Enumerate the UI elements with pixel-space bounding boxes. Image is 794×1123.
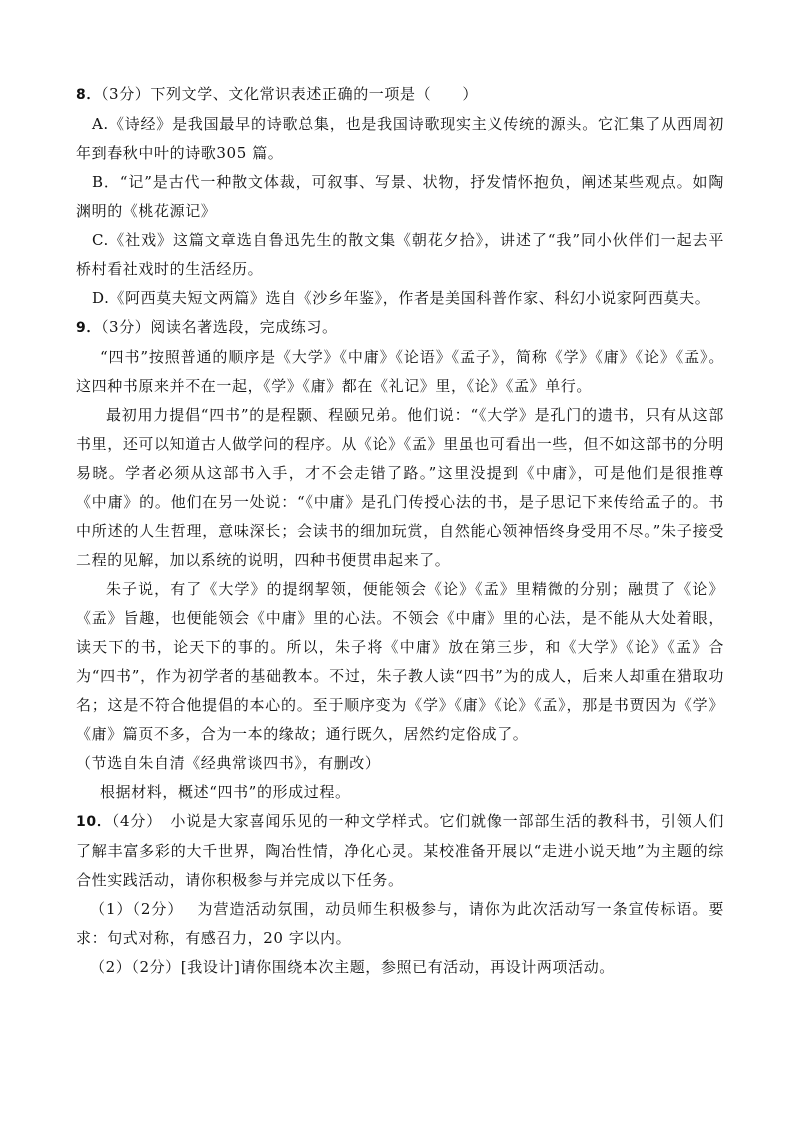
question-8 bbox=[76, 80, 724, 313]
passage-paragraph-2: 最初用力提倡“四书”的是程颢、程颐兄弟。他们说：“《大学》是孔门的遗书，只有从这部书里，还可以知道古人做学问的程序。从《论》《孟》里虽也可看出一些，但不如这部书的分明易晓。学者必须从这部书入手，才不会走错了路。”这里没提到《中庸》，可是他们是很推尊《中庸》的。他们在另一处说：“《中庸》是孔门传授心法的书，是子思记下来传给孟子的。书中所述的人生哲理，意味深长；会读书的细加玩赏，自然能心领神悟终身受用不尽。”朱子接受二程的见解，加以系统的说明，四种书便贯串起来了。 bbox=[76, 406, 724, 569]
question-8-option-b: B．“记”是古代一种散文体裁，可叙事、写景、状物，抒发情怀抱负，阐述某些观点。如陶渊明的《桃花源记》 bbox=[76, 173, 724, 220]
question-9 bbox=[76, 313, 724, 807]
question-8-text: （3分）下列文学、文化常识表述正确的一项是（ ） bbox=[100, 85, 478, 103]
passage-paragraph-3: 朱子说，有了《大学》的提纲挈领，便能领会《论》《孟》里精微的分别；融贯了《论》《孟》旨趣，也便能领会《中庸》里的心法。不领会《中庸》里的心法，是不能从大处着眼，读天下的书，论天下的事的。所以，朱子将《中庸》放在第三步，和《大学》《论》《孟》合为“四书”，作为初学者的基础教本。不过，朱子教人读“四书”为的成人，后来人却重在猎取功名；这是不符合他提倡的本心的。至于顺序变为《学》《庸》《论》《孟》，那是书贾因为《学》《庸》篇页不多，合为一本的缘故；通行既久，居然约定俗成了。 bbox=[76, 580, 724, 743]
question-10-number: 10． bbox=[76, 814, 112, 830]
passage-paragraph-1: “四书”按照普通的顺序是《大学》《中庸》《论语》《孟子》，简称《学》《庸》《论》《孟》。这四种书原来并不在一起，《学》《庸》都在《礼记》里，《论》《孟》单行。 bbox=[76, 348, 724, 395]
question-10-head bbox=[76, 807, 724, 895]
question-10-text: （4分） 小说是大家喜闻乐见的一种文学样式。它们就像一部部生活的教科书，引领人们了解丰富多彩的大千世界，陶冶性情，净化心灵。某校准备开展以“走进小说天地”为主题的综合性实践活动，请你积极参与并完成以下任务。 bbox=[76, 812, 724, 889]
question-9-head bbox=[76, 313, 724, 343]
passage-source: （节选自朱自清《经典常谈四书》，有删改） bbox=[76, 754, 381, 772]
question-8-option-a: A.《诗经》是我国最早的诗歌总集，也是我国诗歌现实主义传统的源头。它汇集了从西周初年到春秋中叶的诗歌305 篇。 bbox=[76, 115, 724, 162]
exam-content bbox=[76, 80, 724, 982]
question-10 bbox=[76, 807, 724, 982]
question-10-sub-1: （1）（2分） 为营造活动氛围，动员师生积极参与，请你为此次活动写一条宣传标语。要求：句式对称，有感召力，20 字以内。 bbox=[76, 900, 724, 947]
question-8-head bbox=[76, 80, 724, 110]
question-10-sub-2: （2）（2分）[我设计]请你围绕本次主题，参照已有活动，再设计两项活动。 bbox=[90, 958, 615, 976]
question-8-number: 8． bbox=[76, 87, 101, 103]
question-9-number: 9． bbox=[76, 320, 101, 336]
question-9-task: 根据材料，概述“四书”的形成过程。 bbox=[100, 783, 351, 801]
question-8-option-c: C.《社戏》这篇文章选自鲁迅先生的散文集《朝花夕拾》，讲述了“我”同小伙伴们一起去平桥村看社戏时的生活经历。 bbox=[76, 231, 724, 278]
question-9-text: （3分）阅读名著选段，完成练习。 bbox=[100, 318, 338, 336]
question-8-option-d: D.《阿西莫夫短文两篇》选自《沙乡年鉴》，作者是美国科普作家、科幻小说家阿西莫夫。 bbox=[92, 289, 711, 307]
